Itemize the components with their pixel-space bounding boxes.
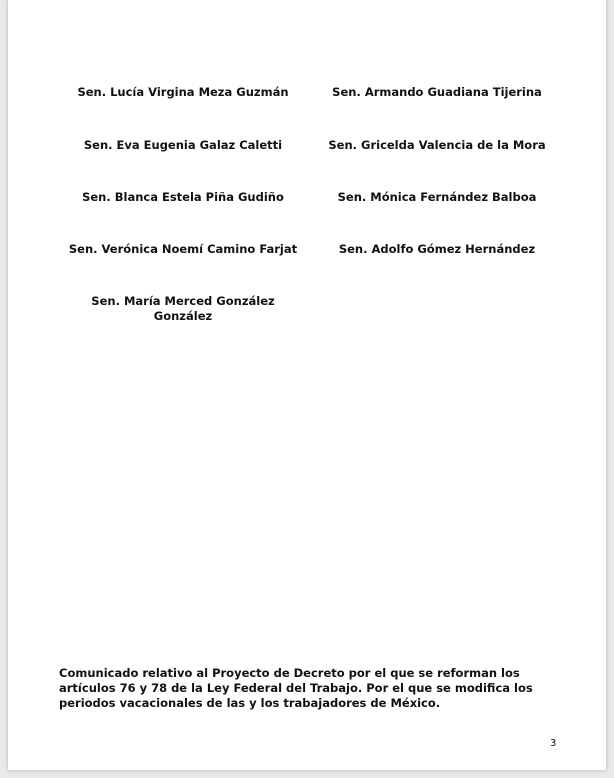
signatory-name: Sen. Verónica Noemí Camino Farjat [68,242,298,256]
page-number: 3 [550,738,557,749]
communique-description: Comunicado relativo al Proyecto de Decreto por el que se reforman los artículos 76 y 78 de la Ley Federal del Trabajo. Por el que se modifica los periodos vacacionales de las y los trabajadores de México. [59,666,533,710]
signatory-name: Sen. Blanca Estela Piña Gudiño [82,190,284,204]
signatory-name: Sen. Adolfo Gómez Hernández [338,242,536,256]
signatory-name: Sen. María Merced González González [91,294,275,323]
signatory-name: Sen. Lucía Virgina Meza Guzmán [77,85,289,99]
signatory-name: Sen. Armando Guadiana Tijerina [332,85,542,99]
signatory-name: Sen. Gricelda Valencia de la Mora [328,138,546,152]
signatory-name: Sen. Eva Eugenia Galaz Caletti [83,138,283,152]
document-page [8,0,606,770]
signatory-name: Sen. Mónica Fernández Balboa [337,190,537,204]
